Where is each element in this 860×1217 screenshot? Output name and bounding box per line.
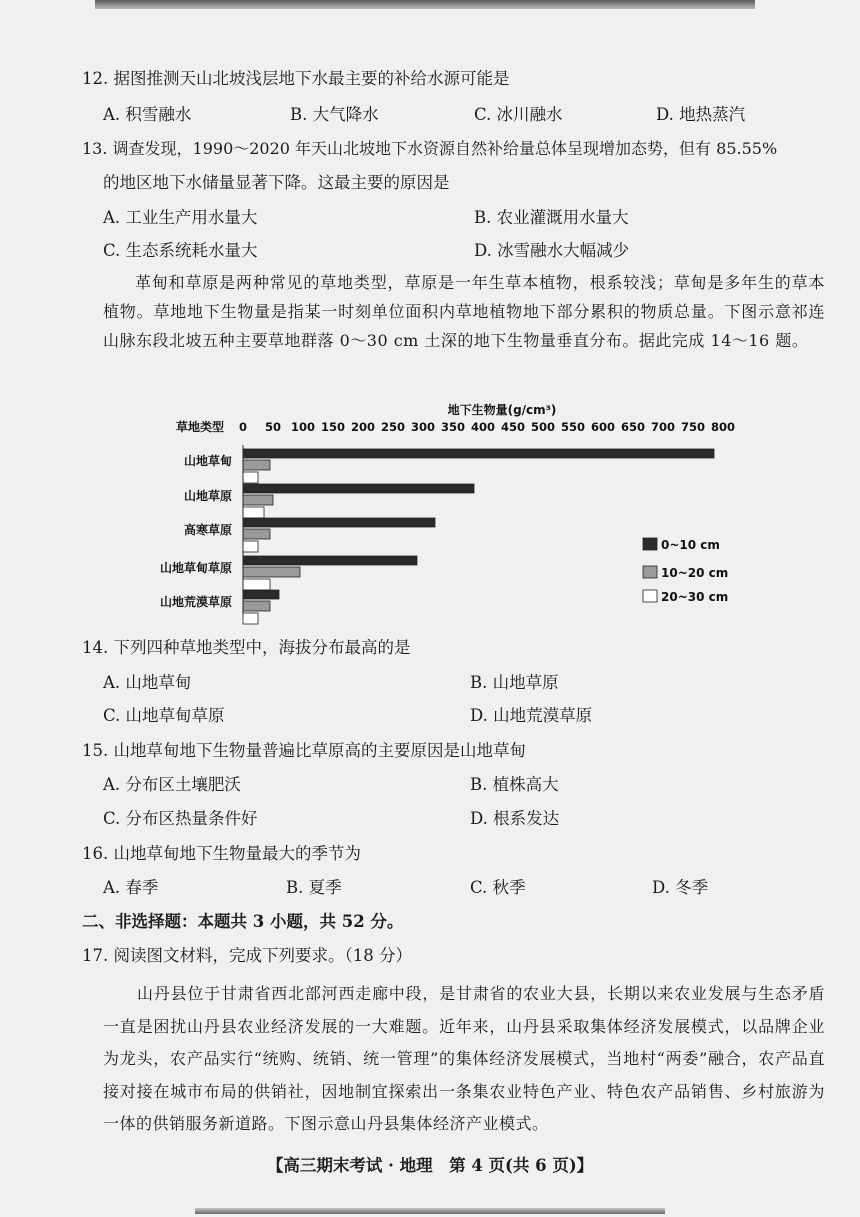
q15-option-b: B. 植株高大 [470,775,559,794]
bar [243,472,258,483]
legend-label: 20~30 cm [661,590,729,604]
x-tick-label: 600 [590,420,616,434]
q12-option-c: C. 冰川融水 [474,105,563,124]
q12-option-b: B. 大气降水 [290,105,379,124]
scan-edge-bottom [195,1208,665,1214]
x-tick-label: 300 [410,420,436,434]
x-tick-label: 50 [264,420,282,434]
q15-option-c: C. 分布区热量条件好 [103,809,258,828]
q16-option-a: A. 春季 [103,878,159,897]
q13-option-d: D. 冰雪融水大幅减少 [474,241,630,260]
q16-option-c: C. 秋季 [470,878,526,897]
bar [243,529,270,539]
x-tick-label: 0 [238,420,248,434]
q16-stem: 16. 山地草甸地下生物量最大的季节为 [82,844,361,863]
bar [243,556,417,565]
q12-stem: 12. 据图推测天山北坡浅层地下水最主要的补给水源可能是 [82,69,510,88]
bar [243,613,258,624]
chart-title: 地下生物量(g/cm³) [447,403,557,417]
page-footer: 【高三期末考试 · 地理 第 4 页(共 6 页)】 [266,1156,594,1175]
x-tick-label: 800 [710,420,736,434]
q13-option-a: A. 工业生产用水量大 [103,208,258,227]
category-label: 山地草甸 [183,454,232,468]
q16-option-d: D. 冬季 [652,878,709,897]
x-tick-label: 100 [290,420,316,434]
q17-stem: 17. 阅读图文材料，完成下列要求。（18 分） [82,946,412,965]
x-tick-label: 150 [320,420,346,434]
bar [243,567,300,577]
x-tick-label: 400 [470,420,496,434]
legend-swatch [643,538,657,550]
q13-option-b: B. 农业灌溉用水量大 [474,208,629,227]
q12-option-a: A. 积雪融水 [103,105,192,124]
bar [243,590,279,599]
legend-swatch [643,590,657,602]
q13-option-c: C. 生态系统耗水量大 [103,241,258,260]
bar [243,460,270,470]
q14-option-c: C. 山地草甸草原 [103,706,225,725]
category-label: 山地草原 [183,489,232,503]
q14-stem: 14. 下列四种草地类型中，海拔分布最高的是 [82,638,411,657]
q12-option-d: D. 地热蒸汽 [656,105,746,124]
bar [243,449,714,458]
x-tick-label: 750 [680,420,706,434]
bar [243,579,270,590]
legend-label: 10~20 cm [661,566,729,580]
x-tick-label: 700 [650,420,676,434]
category-label: 山地荒漠草原 [159,595,232,609]
q17-passage: 山丹县位于甘肃省西北部河西走廊中段，是甘肃省的农业大县，长期以来农业发展与生态矛盾一直是困扰山丹县农业经济发展的一大难题。近年来，山丹县采取集体经济发展模式，以品牌企业为龙头，农产品实行“统购、统销、统一管理”的集体经济发展模式，当地村“两委”融合，农产品直接对接在城市布局的供销社，因地制宜探索出一条集农业特色产业、特色农产品销售、乡村旅游为一体的供销服务新道路。下图示意山丹县集体经济产业模式。 [103,984,825,1133]
legend-label: 0~10 cm [661,538,720,552]
bar [243,495,273,505]
x-tick-label: 500 [530,420,556,434]
bar [243,601,270,611]
section2-heading: 二、非选择题：本题共 3 小题，共 52 分。 [82,912,404,931]
x-tick-label: 200 [350,420,376,434]
q15-option-d: D. 根系发达 [470,809,560,828]
category-axis-label: 草地类型 [176,420,225,434]
bar [243,507,264,518]
q14-option-a: A. 山地草甸 [103,673,192,692]
bar [243,484,474,493]
x-tick-label: 250 [380,420,406,434]
q16-option-b: B. 夏季 [286,878,342,897]
q13-stem-line2: 的地区地下水储量显著下降。这最主要的原因是 [103,173,450,192]
x-tick-label: 650 [620,420,646,434]
q15-stem: 15. 山地草甸地下生物量普遍比草原高的主要原因是山地草甸 [82,741,526,760]
bar [243,518,435,527]
x-tick-label: 350 [440,420,466,434]
q14-option-b: B. 山地草原 [470,673,559,692]
bar [243,541,258,552]
q14-option-d: D. 山地荒漠草原 [470,706,593,725]
q15-option-a: A. 分布区土壤肥沃 [103,775,241,794]
legend-swatch [643,566,657,578]
q13-stem-line1: 13. 调查发现，1990～2020 年天山北坡地下水资源自然补给量总体呈现增加态势，但有 85.55% [82,139,778,158]
passage-14-16: 革甸和草原是两种常见的草地类型，草原是一年生草本植物，根系较浅；草甸是多年生的草本植物。草地地下生物量是指某一时刻单位面积内草地植物地下部分累积的物质总量。下图示意祁连山脉东段北坡五种主要草地群落 0～30 cm 土深的地下生物量垂直分布。据此完成 14～16 题。 [103,273,825,350]
category-label: 山地草甸草原 [159,561,232,575]
x-tick-label: 550 [560,420,586,434]
x-tick-label: 450 [500,420,526,434]
category-label: 高寒草原 [183,523,232,537]
